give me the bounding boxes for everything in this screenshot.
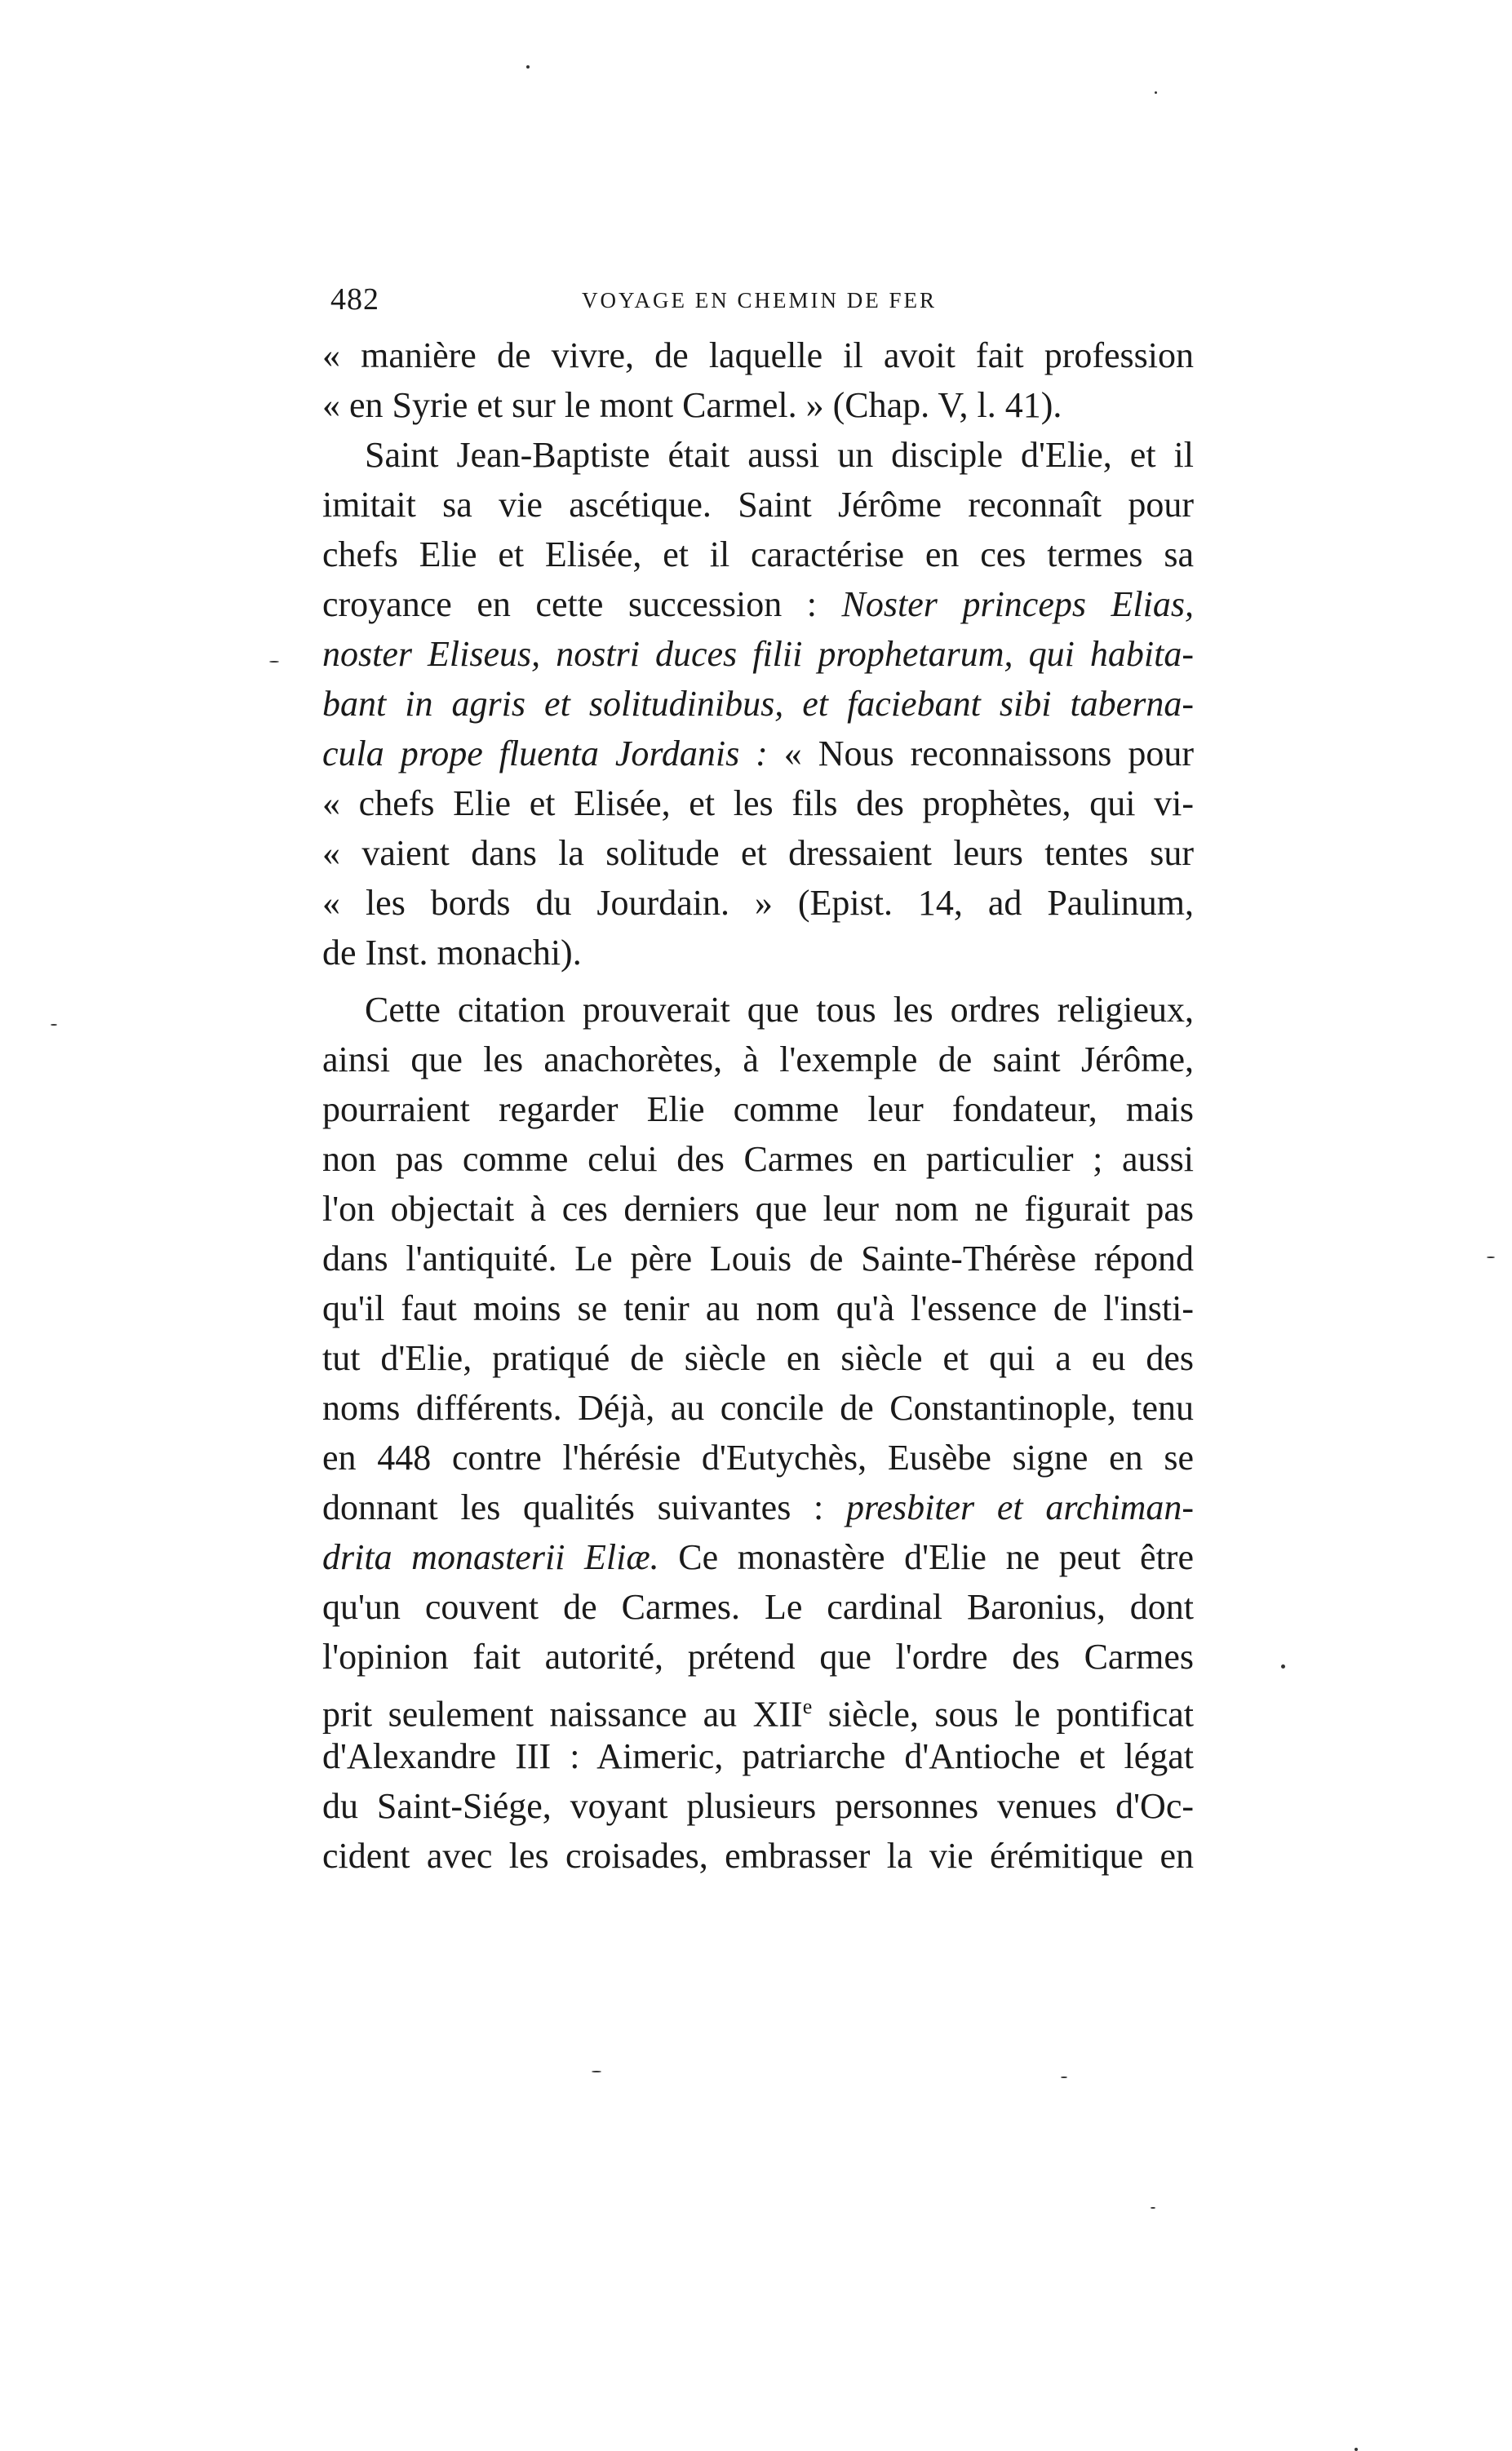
text-line: bant in agris et solitudinibus, et faciebant sibi taberna- [322,684,1194,724]
text-line: noms différents. Déjà, au concile de Constantinople, tenu [322,1388,1194,1428]
text-line: l'opinion fait autorité, prétend que l'ordre des Carmes [322,1637,1194,1677]
text-line: croyance en cette succession : Noster princeps Elias, [322,584,1194,624]
scan-speck [51,1024,57,1026]
text-line: drita monasterii Eliæ. Ce monastère d'Elie ne peut être [322,1537,1194,1577]
page-header [330,281,1195,322]
page-number: 482 [330,282,379,317]
scan-speck [1151,2207,1155,2209]
scan-speck [1355,2448,1358,2451]
text-line: « vaient dans la solitude et dressaient leurs tentes sur [322,833,1194,873]
scan-speck [592,2071,601,2072]
scan-speck [526,65,530,69]
text-line: Saint Jean-Baptiste était aussi un disciple d'Elie, et il [365,435,1194,475]
text-line: qu'un couvent de Carmes. Le cardinal Baronius, dont [322,1587,1194,1627]
scan-speck [269,661,279,663]
text-line: dans l'antiquité. Le père Louis de Sainte-Thérèse répond [322,1239,1194,1279]
text-line: l'on objectait à ces derniers que leur nom ne figurait pas [322,1189,1194,1229]
text-line: noster Eliseus, nostri duces filii prophetarum, qui habita- [322,634,1194,674]
text-line: « chefs Elie et Elisée, et les fils des prophètes, qui vi- [322,783,1194,823]
text-line: prit seulement naissance au XIIe siècle, sous le pontificat [322,1694,1194,1735]
text-line: du Saint-Siége, voyant plusieurs personnes venues d'Oc- [322,1786,1194,1826]
text-line: « les bords du Jourdain. » (Epist. 14, ad Paulinum, [322,883,1194,923]
text-line: d'Alexandre III : Aimeric, patriarche d'Antioche et légat [322,1736,1194,1776]
text-line: pourraient regarder Elie comme leur fondateur, mais [322,1089,1194,1129]
text-line: cident avec les croisades, embrasser la vie érémitique en [322,1836,1194,1876]
text-line: imitait sa vie ascétique. Saint Jérôme reconnaît pour [322,485,1194,525]
scan-speck [1487,1257,1495,1258]
text-line: de Inst. monachi). [322,933,582,973]
text-line: chefs Elie et Elisée, et il caractérise en ces termes sa [322,534,1194,574]
scan-speck [1281,1664,1285,1669]
text-line: ainsi que les anachorètes, à l'exemple de saint Jérôme, [322,1039,1194,1079]
text-line: cula prope fluenta Jordanis : « Nous reconnaissons pour [322,734,1195,773]
text-line: qu'il faut moins se tenir au nom qu'à l'essence de l'insti- [322,1288,1194,1328]
scan-speck [1061,2076,1067,2078]
text-line: en 448 contre l'hérésie d'Eutychès, Eusèbe signe en se [322,1438,1194,1478]
scan-speck [1155,91,1157,94]
text-line: « en Syrie et sur le mont Carmel. » (Chap. V, l. 41). [322,385,1062,425]
text-line: non pas comme celui des Carmes en particulier ; aussi [322,1139,1194,1179]
text-line: tut d'Elie, pratiqué de siècle en siècle et qui a eu des [322,1338,1194,1378]
text-line: donnant les qualités suivantes : presbiter et archiman- [322,1487,1194,1527]
running-title: VOYAGE EN CHEMIN DE FER [582,288,937,312]
text-line: Cette citation prouverait que tous les ordres religieux, [365,990,1194,1030]
text-line: « manière de vivre, de laquelle il avoit fait profession [322,335,1194,375]
